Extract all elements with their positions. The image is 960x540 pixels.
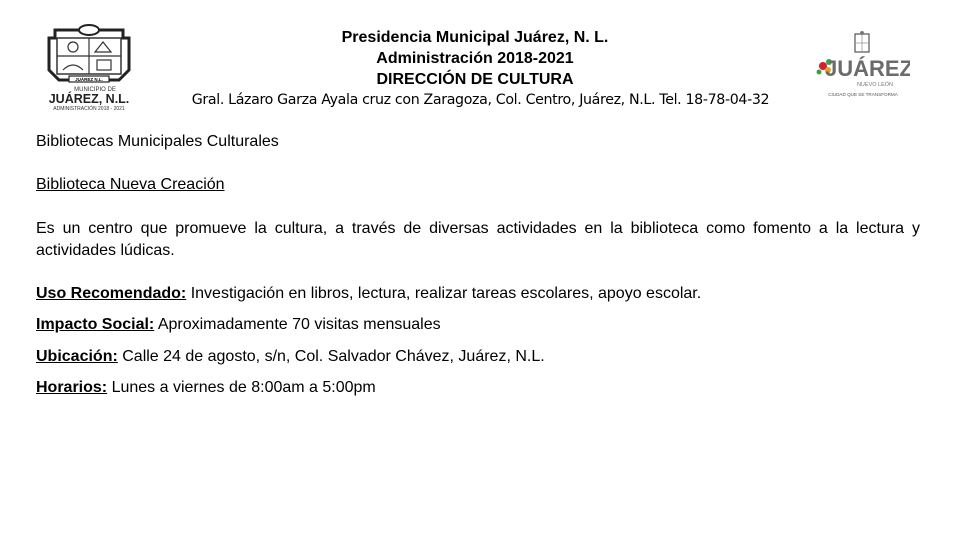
header-address: Gral. Lázaro Garza Ayala cruz con Zaragoza, Col. Centro, Juárez, N.L. Tel. 18-78-04-32	[191, 92, 770, 108]
header-title-line3: DIRECCIÓN DE CULTURA	[376, 71, 574, 88]
section-subheading: Biblioteca Nueva Creación	[36, 176, 225, 193]
info-label: Horarios:	[36, 379, 108, 396]
info-value: Calle 24 de agosto, s/n, Col. Salvador Chávez, Juárez, N.L.	[117, 348, 545, 365]
svg-text:JUÁREZ N.L.: JUÁREZ N.L.	[75, 77, 103, 82]
info-uso-recomendado	[36, 285, 701, 303]
description-paragraph: Es un centro que promueve la cultura, a través de diversas actividades en la biblioteca como fomento a la lectura y actividades lúdicas.	[36, 220, 920, 259]
logo-left-line3: ADMINISTRACIÓN 2018 - 2021	[53, 106, 125, 112]
logo-right-sub1: NUEVO LEÓN	[856, 82, 894, 88]
logo-left-line2: JUÁREZ, N.L.	[48, 92, 130, 106]
info-label: Uso Recomendado:	[36, 285, 187, 302]
header-title-line1: Presidencia Municipal Juárez, N. L.	[341, 29, 609, 46]
info-ubicacion	[36, 348, 545, 366]
info-horarios	[36, 379, 376, 397]
municipio-juarez-logo	[33, 24, 145, 112]
juarez-brand-logo	[815, 30, 910, 102]
info-value: Aproximadamente 70 visitas mensuales	[154, 316, 441, 333]
info-impacto-social	[36, 316, 441, 334]
header-title	[250, 27, 700, 90]
header-title-line2: Administración 2018-2021	[376, 50, 574, 67]
logo-right-sub2: CIUDAD QUE SE TRANSFORMA	[828, 92, 898, 97]
info-value: Investigación en libros, lectura, realizar tareas escolares, apoyo escolar.	[186, 285, 702, 302]
info-value: Lunes a viernes de 8:00am a 5:00pm	[107, 379, 376, 396]
info-label: Impacto Social:	[36, 316, 155, 333]
section-heading: Bibliotecas Municipales Culturales	[36, 133, 279, 150]
logo-left-line1: MUNICIPIO DE	[74, 87, 116, 93]
info-label: Ubicación:	[36, 348, 118, 365]
juarez-brand-icon	[815, 30, 910, 102]
logo-right-word: JUÁREZ	[824, 56, 910, 81]
municipal-seal-icon	[33, 24, 145, 112]
